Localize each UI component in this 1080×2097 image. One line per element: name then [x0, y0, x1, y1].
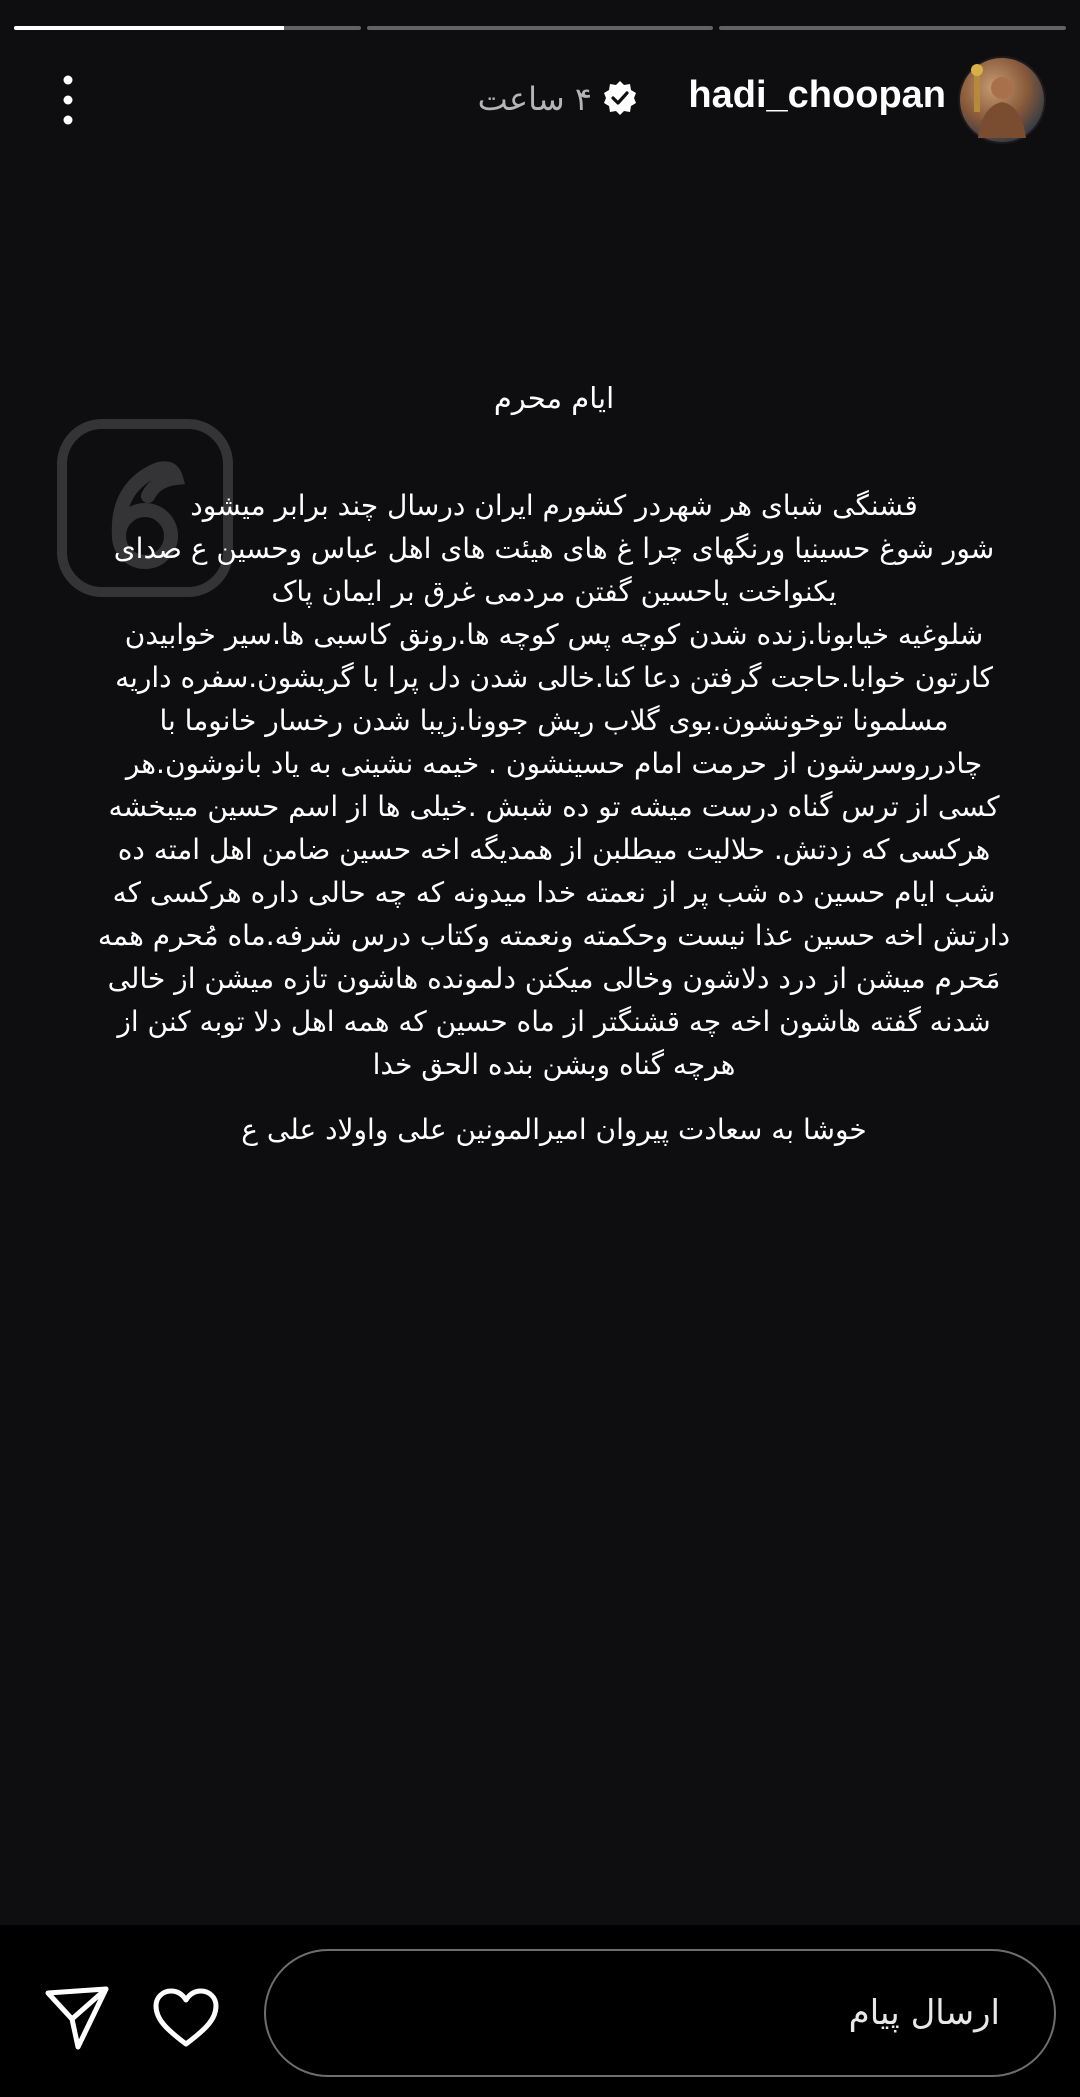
story-text-content — [80, 378, 1028, 1151]
message-input[interactable] — [264, 1949, 1056, 2077]
story-title: ایام محرم — [493, 381, 615, 415]
progress-segment — [367, 26, 714, 30]
progress-segment — [14, 26, 361, 30]
story-header — [0, 56, 1080, 144]
post-time: ۴ ساعت — [477, 80, 592, 118]
verified-badge-icon — [602, 80, 638, 116]
story-closing-line: خوشا به سعادت پیروان امیرالمونین علی واولاد علی ع — [241, 1113, 867, 1146]
heart-icon[interactable] — [152, 1987, 220, 2049]
username[interactable]: hadi_choopan — [688, 74, 946, 116]
profile-avatar[interactable] — [958, 56, 1046, 144]
more-vertical-icon[interactable] — [48, 72, 88, 128]
story-progress-bar — [14, 26, 1066, 30]
story-reply-bar — [0, 1925, 1080, 2097]
story-body-text: قشنگی شبای هر شهردر کشورم ایران درسال چند برابر میشود شور شوغ حسینیا ورنگهای چرا غ های هیئت های اهل عباس وحسین ع صدای یکنواخت یاحسین گفتن مردمی غرق بر ایمان پاک شلوغیه خیابونا.زنده شدن کوچه پس کوچه ها.رونق کاسبی ها.سیر خوابیدن کارتون خوابا.حاجت گرفتن دعا کنا.خالی شدن دل پرا با گریشون.سفره داریه مسلمونا توخونشون.بوی گلاب ریش جوونا.زیبا شدن رخسار خانوما با چادرروسرشون از حرمت امام حسینشون . خیمه نشینی به یاد بانوشون.هر کسی از ترس گناه درست میشه تو ده شبش .خیلی ها از اسم حسین میبخشه هرکسی که زدتش. حلالیت میطلبن از همدیگه اخه حسین ضامن اهل امته ده شب ایام حسین ده شب پر از نعمته خدا میدونه که چه حالی داره هرکسی که دارتش اخه حسین عذا نیست وحکمته ونعمته وکتاب درس شرفه.ماه مُحرم همه مَحرم میشن از درد دلاشون وخالی میکنن دلمونده هاشون تازه میشن از خالی شدنه گفته هاشون اخه چه قشنگتر از ماه حسین که همه اهل دلا توبه کنن از هرچه گناه وبشن بنده الحق خدا — [97, 489, 1011, 1081]
send-icon[interactable] — [44, 1985, 110, 2051]
avatar-image — [960, 58, 1044, 142]
progress-segment — [719, 26, 1066, 30]
